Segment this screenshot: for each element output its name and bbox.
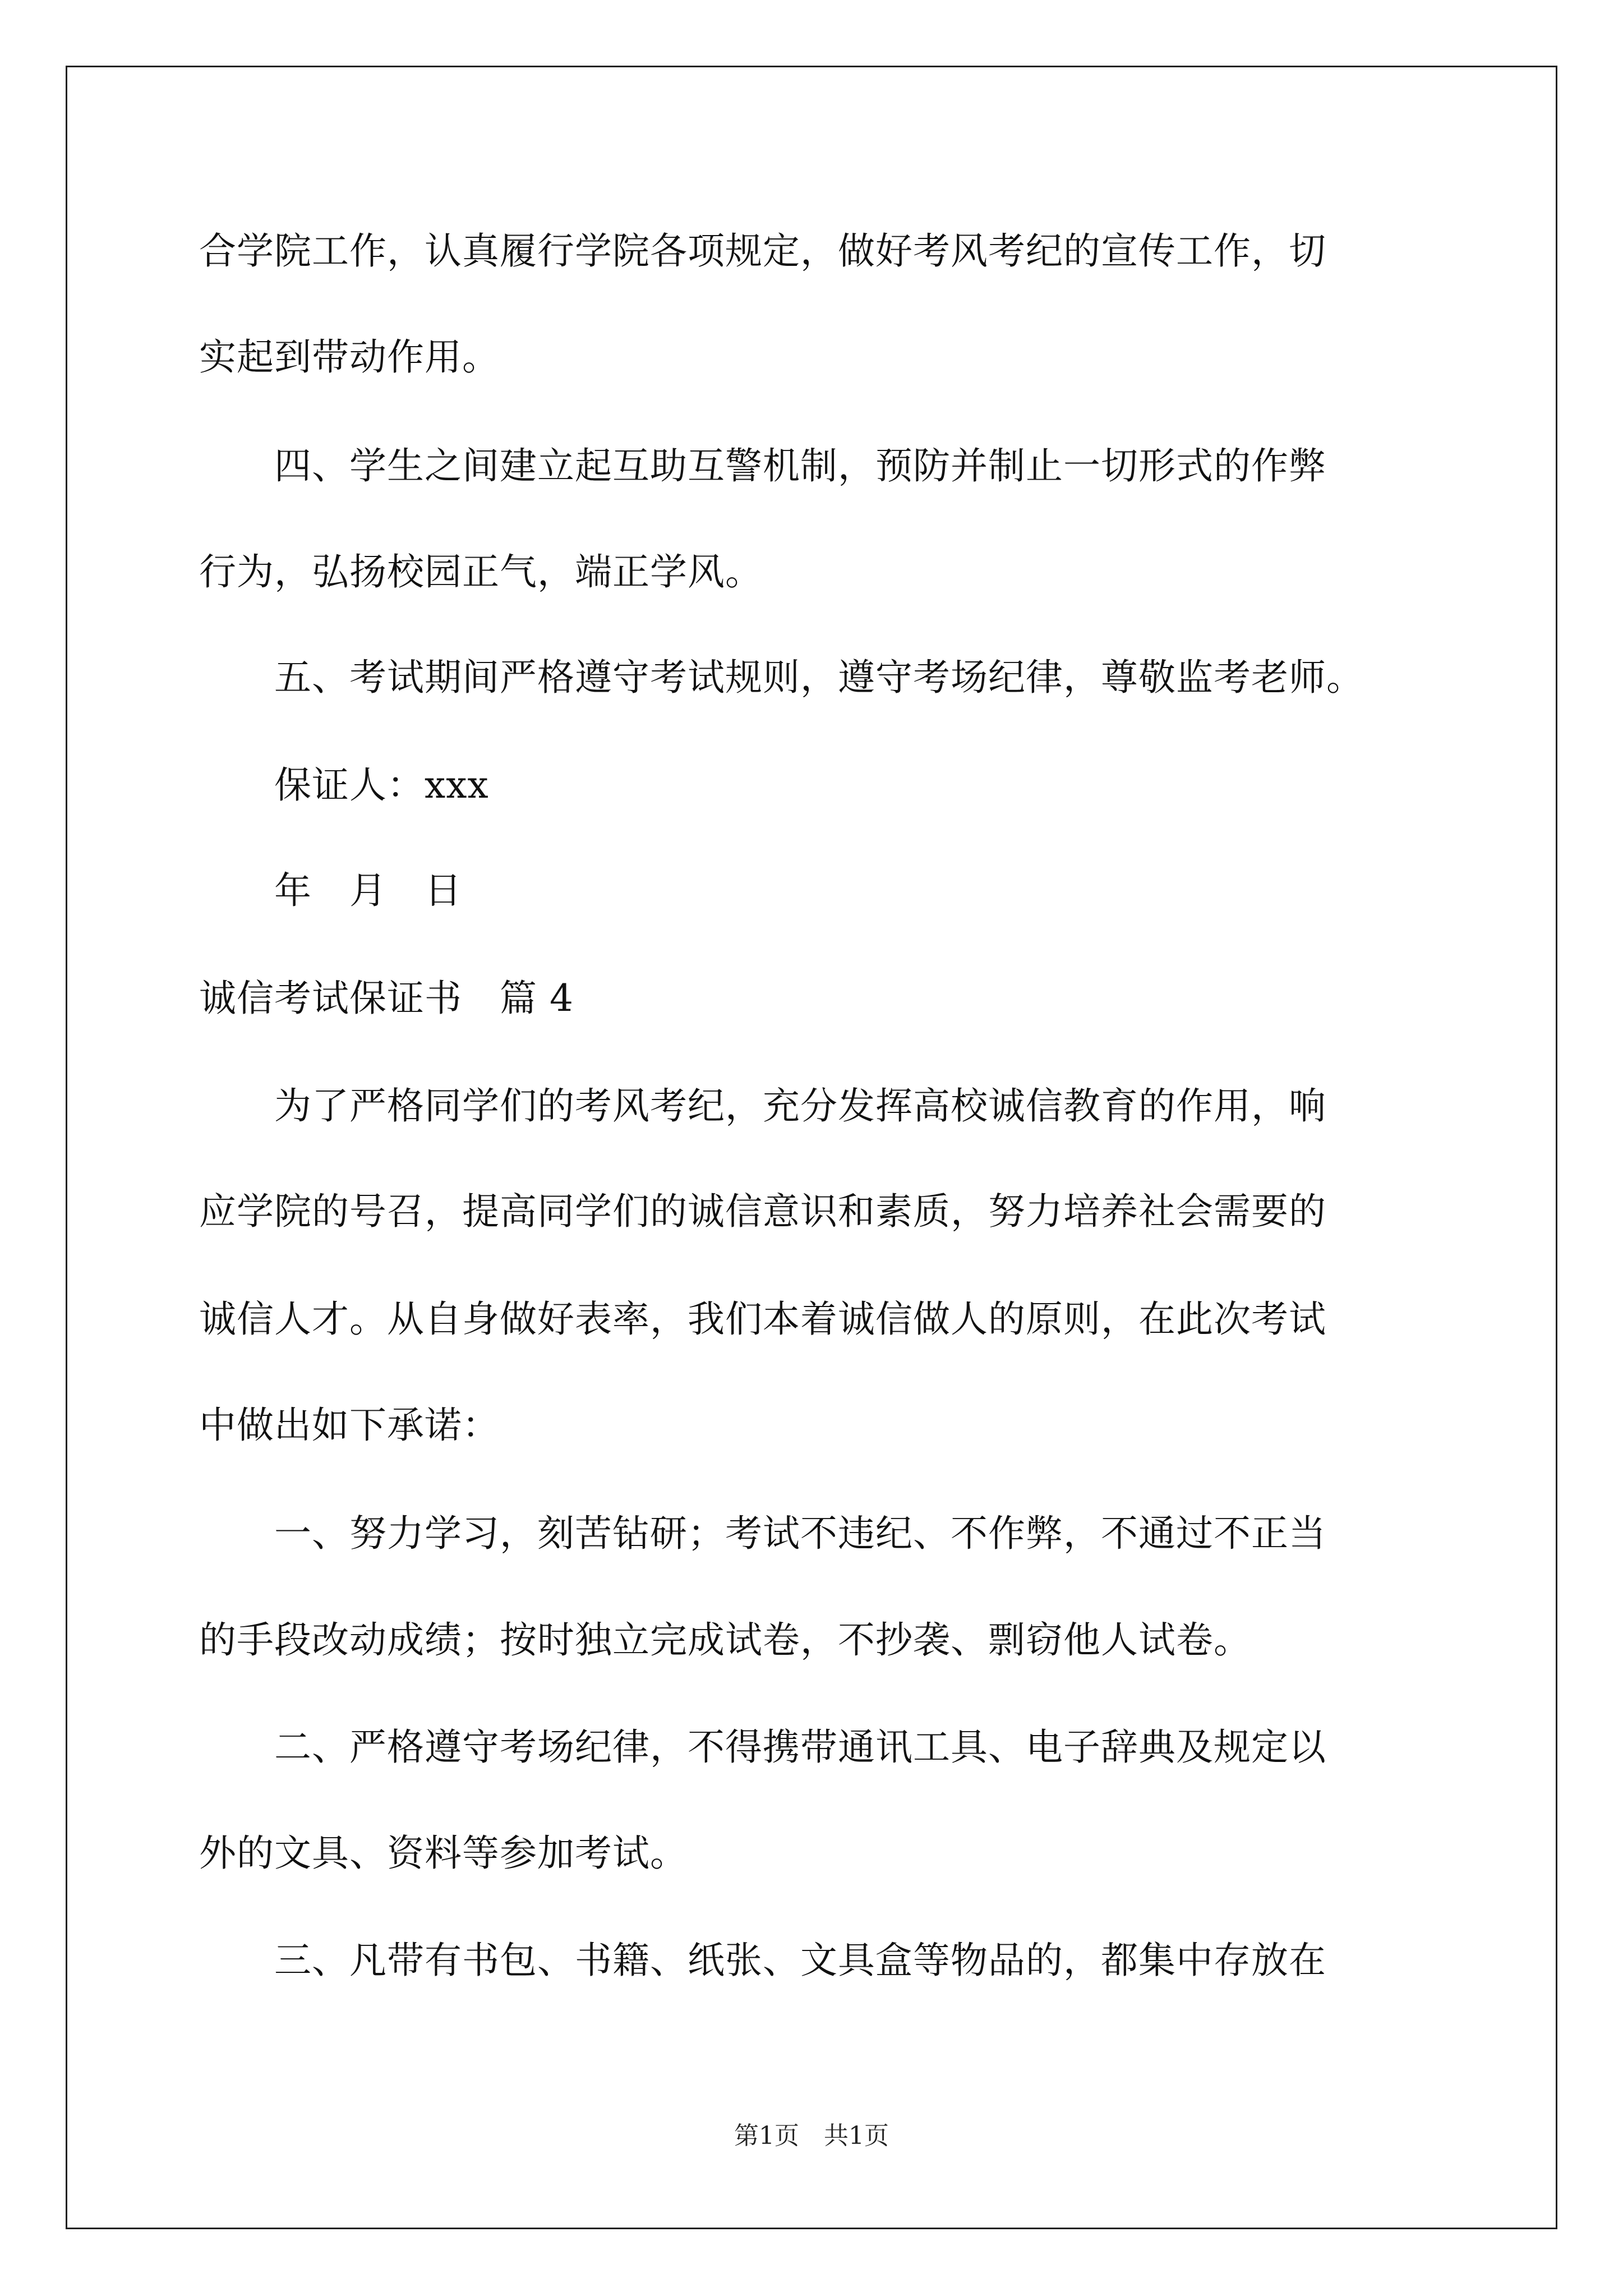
text-line: 中做出如下承诺：: [199, 1404, 500, 1447]
text-line: 外的文具、资料等参加考试。: [199, 1832, 688, 1875]
text-line: 三、凡带有书包、书籍、纸张、文具盒等物品的，都集中存放在: [199, 1939, 1326, 1982]
text-line: 实起到带动作用。: [199, 335, 500, 379]
text-line: 合学院工作，认真履行学院各项规定，做好考风考纪的宣传工作，切: [199, 229, 1326, 273]
page-border: [66, 66, 1557, 2229]
text-line: 行为，弘扬校园正气，端正学风。: [199, 550, 763, 593]
text-line: 的手段改动成绩；按时独立完成试卷，不抄袭、剽窃他人试卷。: [199, 1618, 1251, 1662]
text-line: 应学院的号召，提高同学们的诚信意识和素质，努力培养社会需要的: [199, 1190, 1326, 1233]
page-number-footer: 第1页 共1页: [734, 2122, 889, 2150]
text-line: 四、学生之间建立起互助互警机制，预防并制止一切形式的作弊: [199, 444, 1326, 487]
text-line: 五、考试期间严格遵守考试规则，遵守考场纪律，尊敬监考老师。: [199, 656, 1364, 699]
guarantor-line: 保证人：xxx: [199, 763, 489, 807]
text-line: 诚信人才。从自身做好表率，我们本着诚信做人的原则，在此次考试: [199, 1297, 1326, 1341]
text-line: 一、努力学习，刻苦钻研；考试不违纪、不作弊，不通过不正当: [199, 1512, 1326, 1555]
date-line: 年 月 日: [199, 869, 462, 912]
section-heading: 诚信考试保证书 篇 4: [199, 977, 574, 1020]
text-line: 二、严格遵守考场纪律，不得携带通讯工具、电子辞典及规定以: [199, 1726, 1326, 1769]
text-line: 为了严格同学们的考风考纪，充分发挥高校诚信教育的作用，响: [199, 1084, 1326, 1128]
